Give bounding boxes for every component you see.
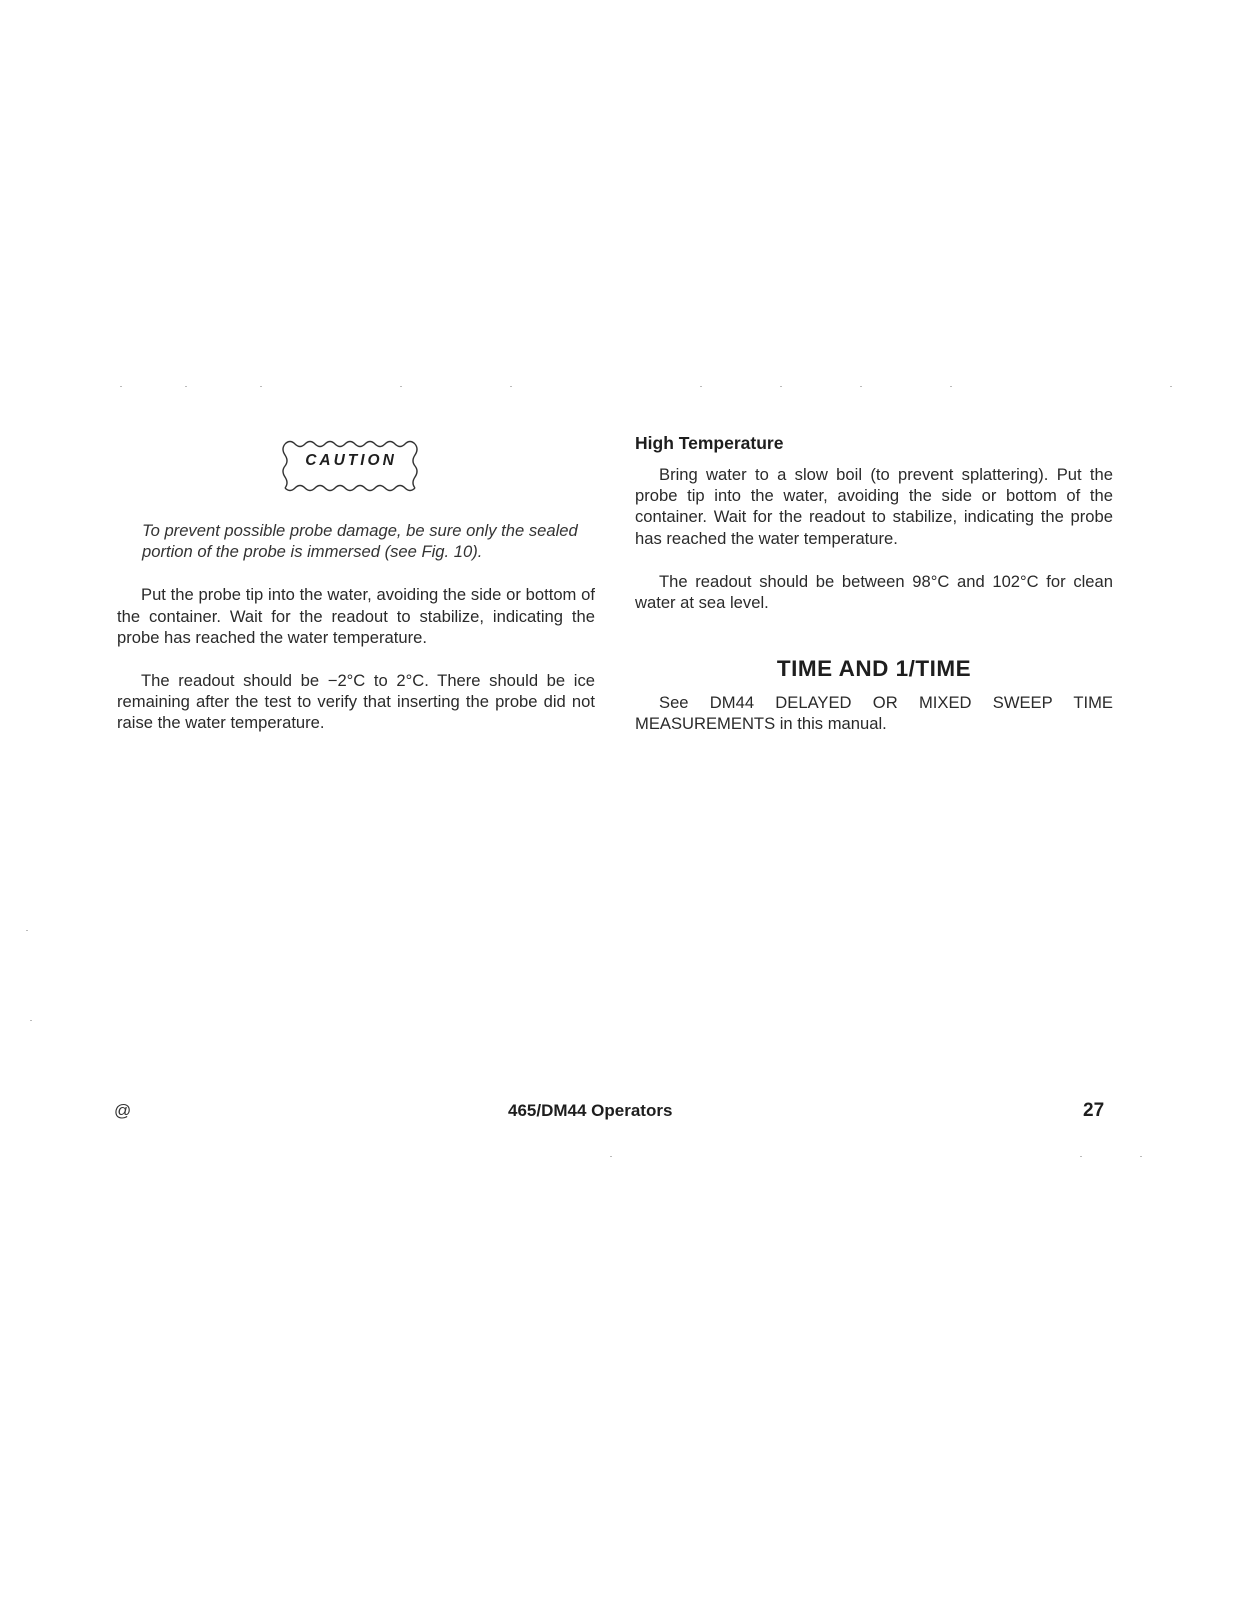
footer-title: 465/DM44 Operators: [508, 1101, 673, 1120]
scan-speck: [700, 386, 702, 387]
scan-speck: [120, 386, 122, 387]
high-temperature-heading: High Temperature: [635, 433, 784, 453]
page-footer: [0, 1100, 1237, 1126]
right-paragraph-2: The readout should be between 98°C and 102°C for clean water at sea level.: [635, 571, 1113, 613]
scan-speck: [185, 386, 187, 387]
scan-speck: [400, 386, 402, 387]
scan-speck: [1170, 386, 1172, 387]
scan-speck: [1140, 1156, 1142, 1157]
time-section-title: TIME AND 1/TIME: [776, 656, 972, 682]
scan-speck: [260, 386, 262, 387]
footer-symbol: @: [114, 1101, 132, 1120]
right-column: [635, 432, 1113, 735]
page-number: 27: [1083, 1100, 1105, 1121]
scan-speck: [510, 386, 512, 387]
left-paragraph-2: The readout should be −2°C to 2°C. There should be ice remaining after the test to verify that inserting the probe did not raise the water temperature.: [117, 671, 595, 733]
scan-speck: [610, 1156, 612, 1157]
caution-label: CAUTION: [305, 452, 397, 469]
scan-speck: [30, 1020, 32, 1021]
scan-speck: [1080, 1156, 1082, 1157]
left-paragraph-1: Put the probe tip into the water, avoiding the side or bottom of the container. Wait for the readout to stabilize, indicating the probe has reached the water temperature.: [117, 585, 595, 647]
scan-speck: [26, 930, 28, 931]
right-paragraph-1: Bring water to a slow boil (to prevent splattering). Put the probe tip into the water, avoiding the side or bottom of the container. Wait for the readout to stabilize, indicating the probe has reached the water temperature.: [635, 465, 1113, 548]
scan-speck: [860, 386, 862, 387]
scan-speck: [950, 386, 952, 387]
scan-speck: [780, 386, 782, 387]
caution-box: [117, 438, 595, 498]
caution-text: To prevent possible probe damage, be sure only the sealed portion of the probe is immersed (see Fig. 10).: [142, 521, 578, 562]
left-column: [117, 432, 595, 734]
time-section-text: See DM44 DELAYED OR MIXED SWEEP TIME MEASUREMENTS in this manual.: [635, 693, 1113, 734]
